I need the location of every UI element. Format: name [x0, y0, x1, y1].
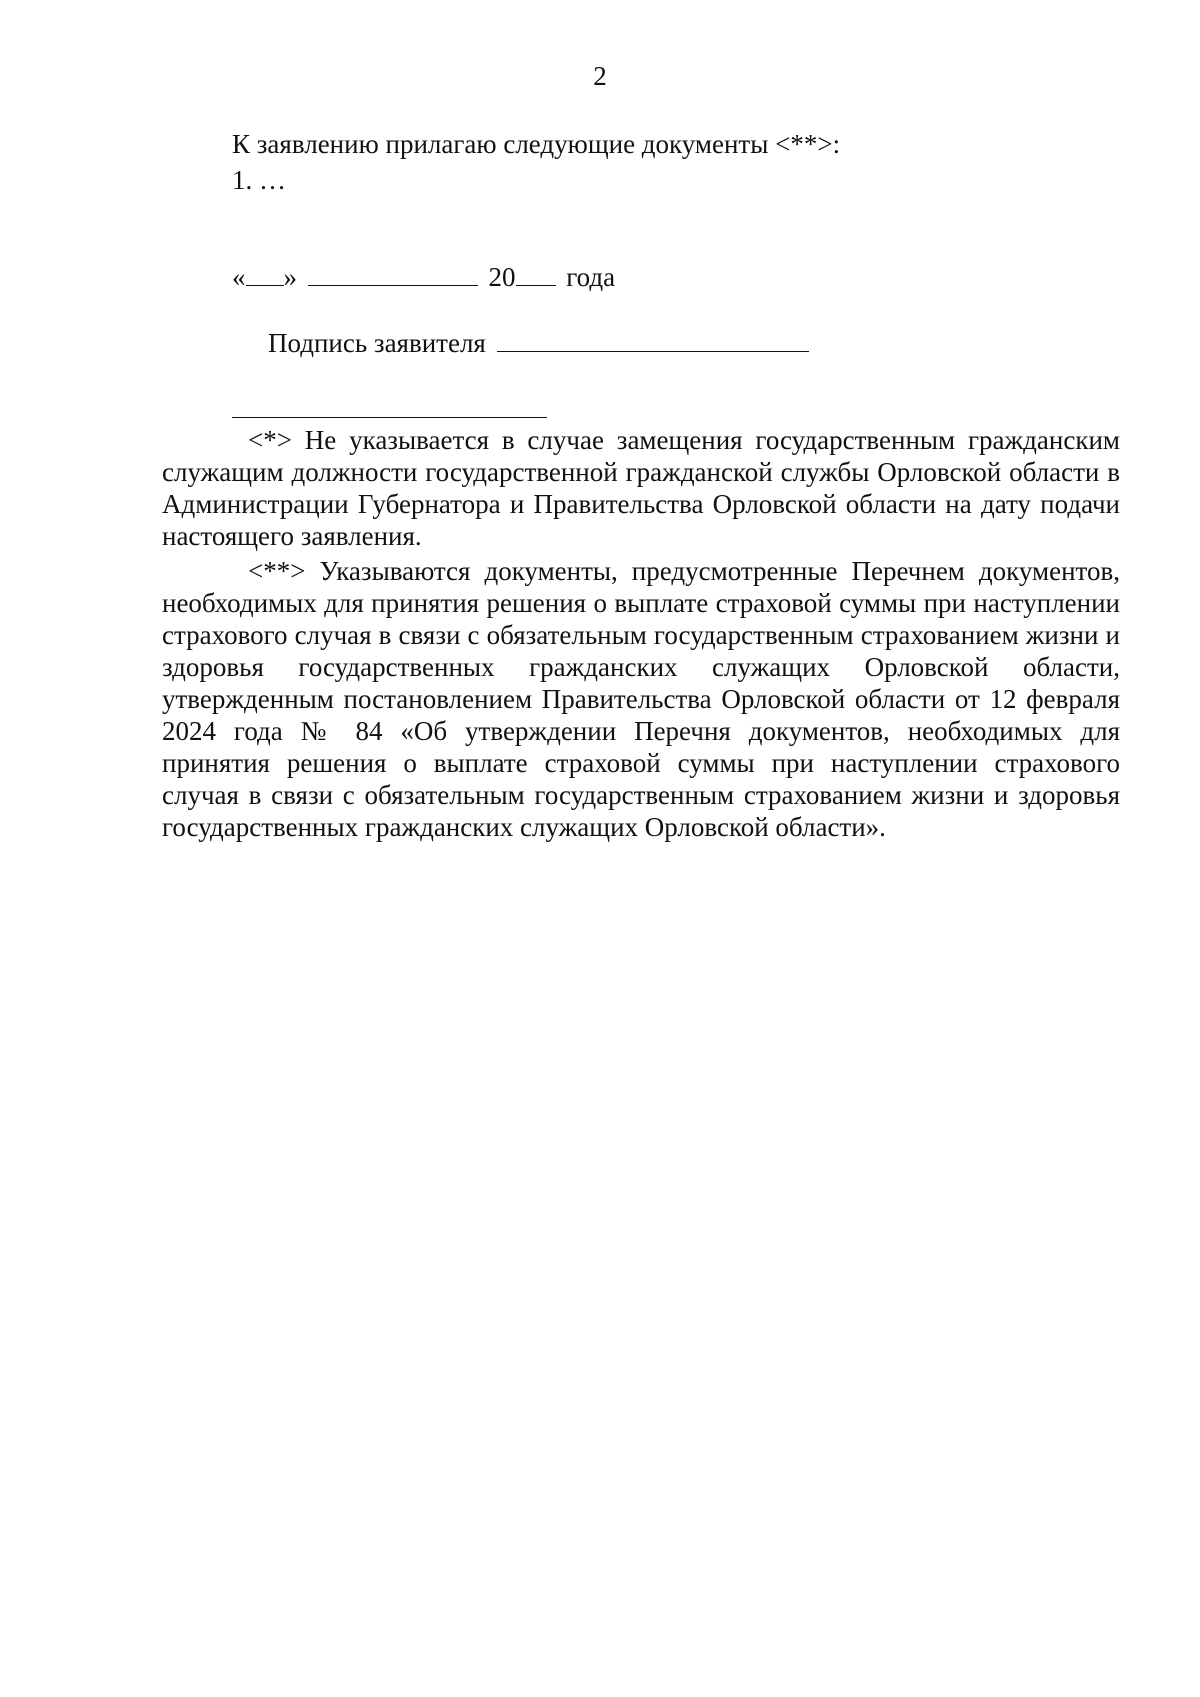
date-open-quote: «: [232, 262, 246, 292]
footnote-1: <*> Не указывается в случае замещения государственным гражданским служащим должности государственной гражданской службы Орловской области в Администрации Губернатора и Правительства Орловской области на дату подачи настоящего заявления.: [162, 425, 1120, 551]
month-blank: [308, 259, 478, 286]
date-line: [232, 259, 615, 293]
signature-line: [268, 325, 809, 359]
attachment-item: 1. …: [232, 165, 286, 195]
year-blank: [516, 259, 556, 286]
signature-blank: [497, 325, 809, 352]
year-word: года: [566, 262, 616, 292]
attachments-heading: К заявлению прилагаю следующие документы <**>:: [232, 129, 841, 159]
day-blank: [246, 259, 284, 286]
footnote-separator: [232, 417, 547, 418]
year-prefix: 20: [488, 262, 516, 292]
page-number: 2: [593, 61, 607, 91]
signature-label: Подпись заявителя: [268, 328, 486, 358]
date-close-quote: »: [283, 262, 297, 292]
footnote-2: <**> Указываются документы, предусмотренные Перечнем документов, необходимых для принятия решения о выплате страховой суммы при наступлении страхового случая в связи с обязательным государственным страхованием жизни и здоровья государственных гражданских служащих Орловской области, утвержденным постановлением Правительства Орловской области от 12 февраля 2024 года № 84 «Об утверждении Перечня документов, необходимых для принятия решения о выплате страховой суммы при наступлении страхового случая в связи с обязательным государственным страхованием жизни и здоровья государственных гражданских служащих Орловской области».: [162, 556, 1120, 842]
